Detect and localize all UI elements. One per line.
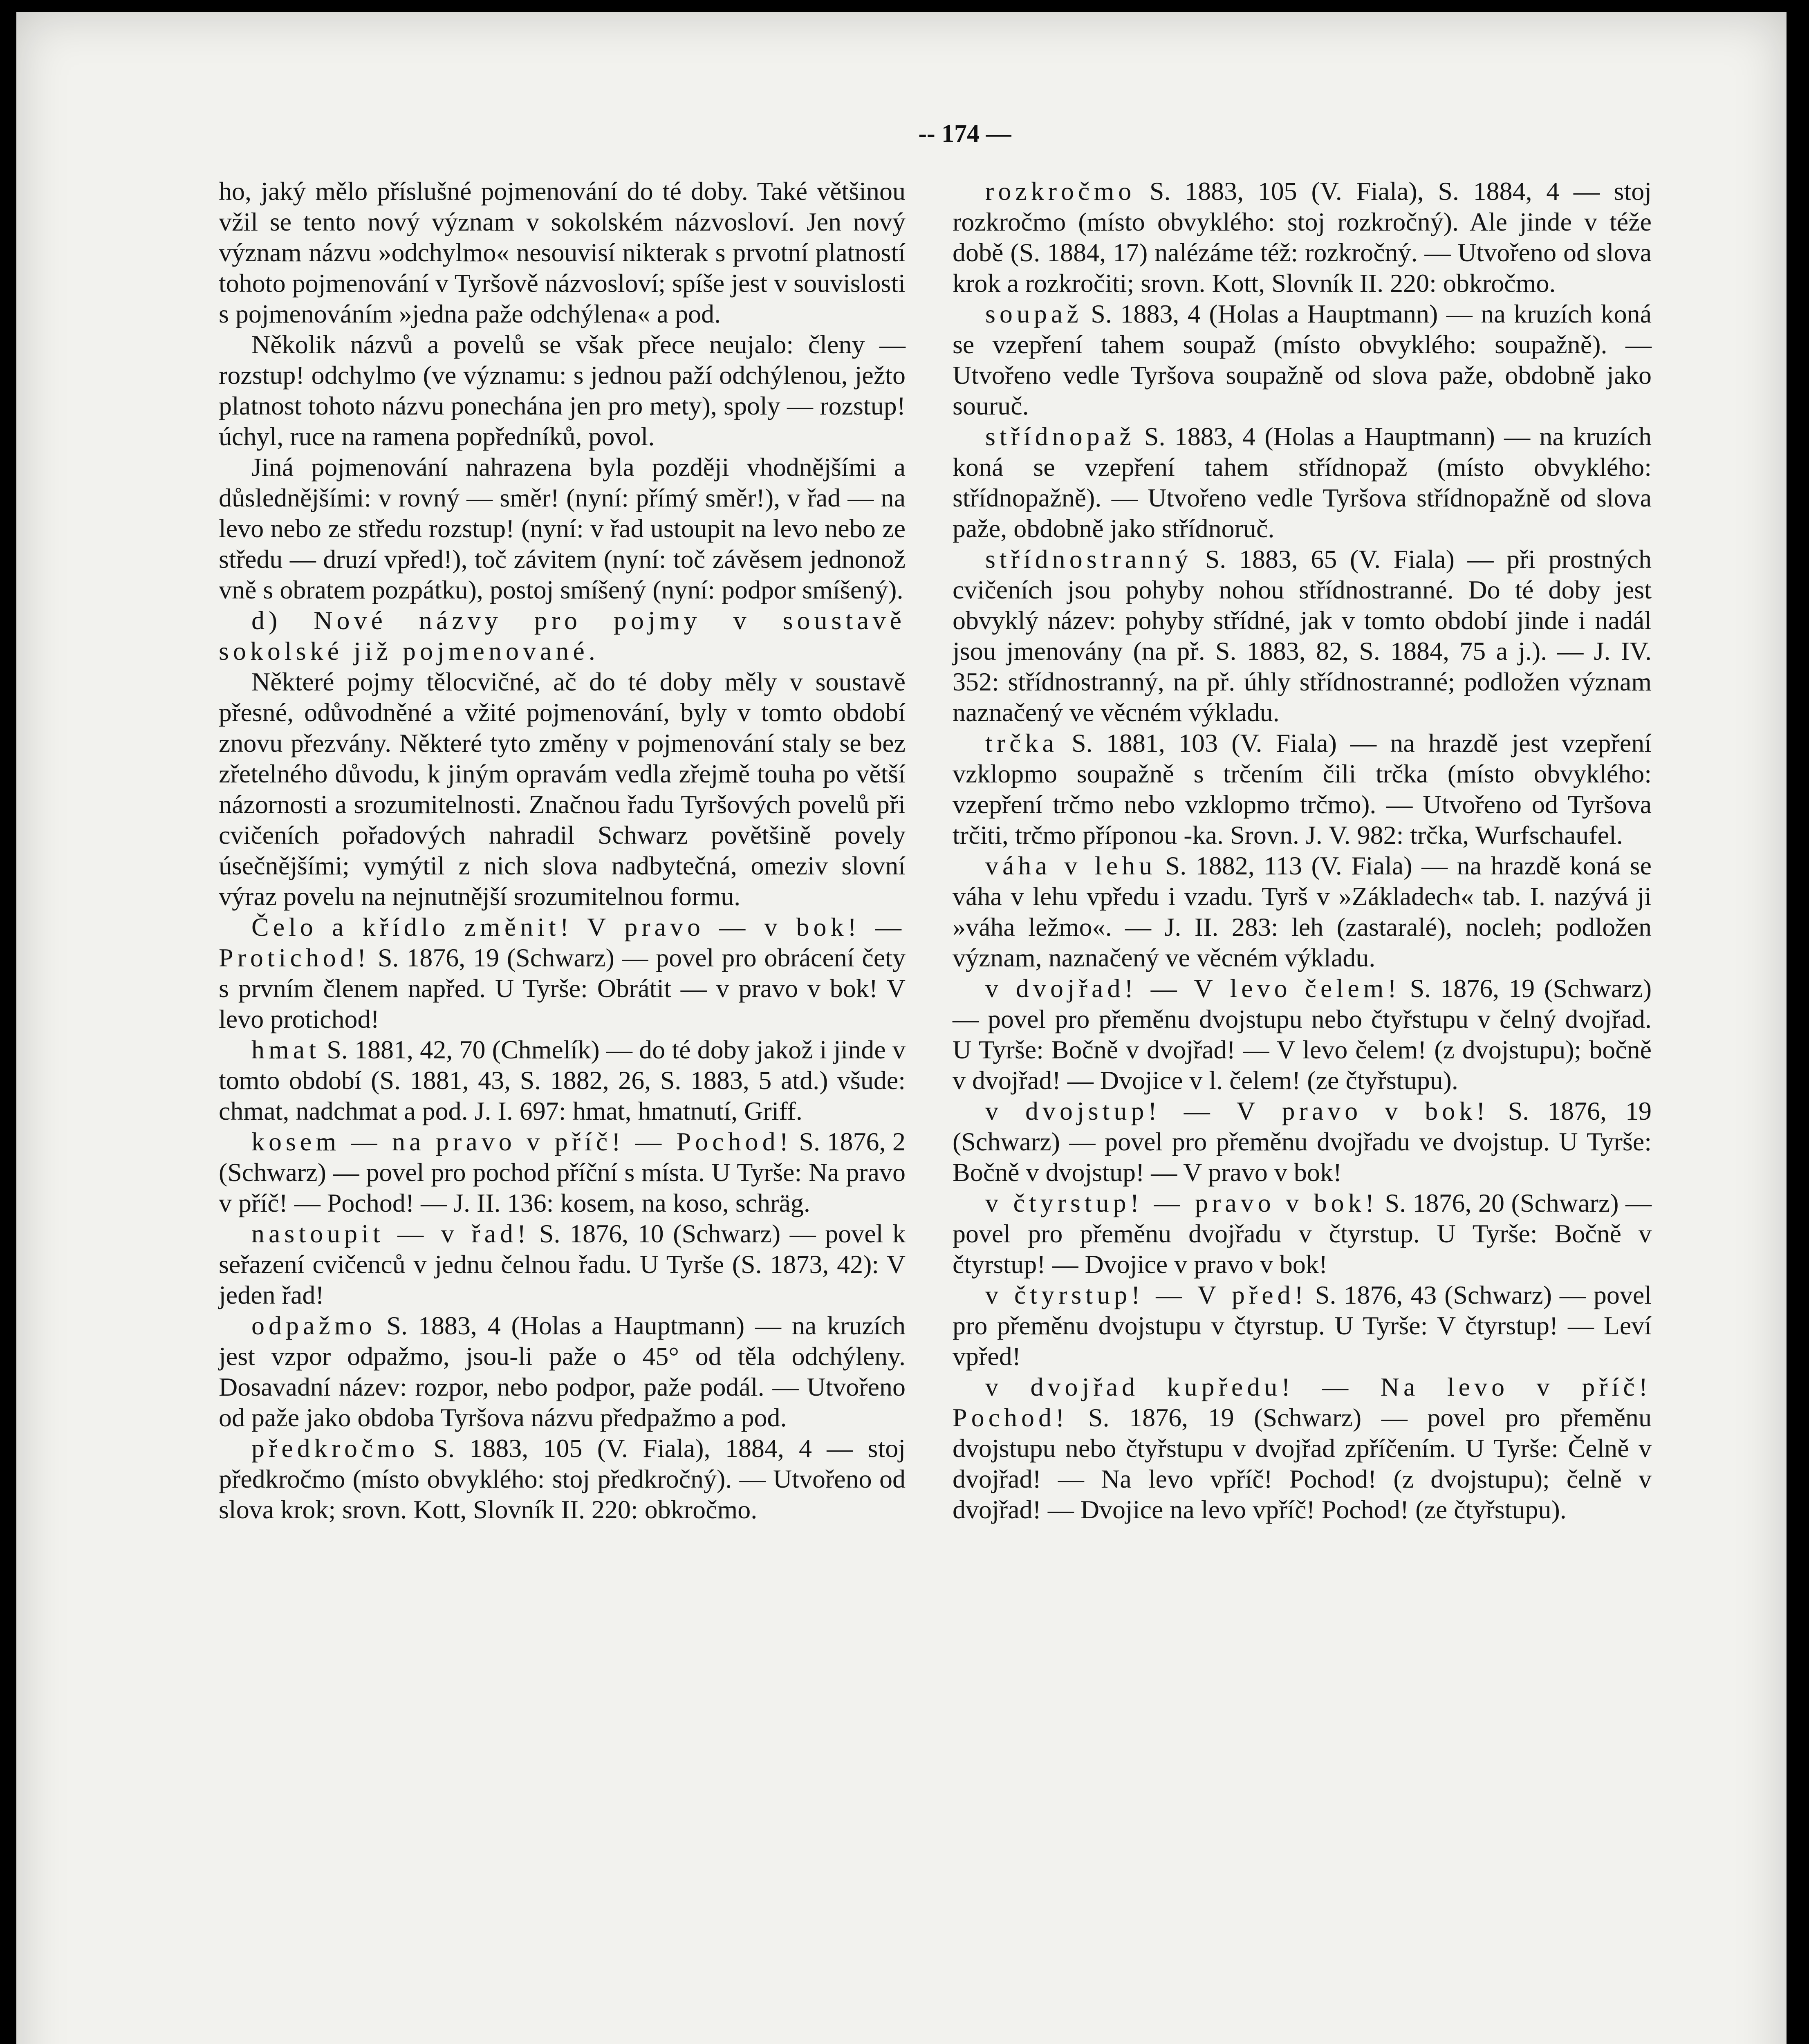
left-paragraph <box>219 1034 906 1126</box>
entry-term: v dvojřad kupředu! — Na levo v příč! Pochod! <box>953 1372 1652 1432</box>
entry-definition: S. 1876, 19 (Schwarz) — povel pro přeměnu dvojstupu nebo čtyřstupu v dvojřad zpříčením. U Tyrše: Čelně v dvojřad! — Na levo vpříč! Pochod! (z dvojstupu); čelně v dvojřad! — Dvojice na levo vpříč! Pochod! (ze čtyřstupu). <box>953 1403 1652 1524</box>
right-paragraph <box>953 298 1652 421</box>
entry-definition: S. 1883, 4 (Holas a Hauptmann) — na kruzích koná se vzepření tahem soupaž (místo obvyklého: soupažně). — Utvořeno vedle Tyršova soupažně od slova paže, obdobně jako souruč. <box>953 299 1652 420</box>
entry-term: v čtyrstup! — V před! <box>985 1280 1307 1309</box>
entry-term: v dvojstup! — V pravo v bok! <box>985 1096 1489 1125</box>
paragraph-text: Několik názvů a povelů se však přece neujalo: členy — rozstup! odchylmo (ve významu: s jednou paží odchýlenou, ježto platnost tohoto názvu ponechána jen pro mety), spoly — rozstup! úchyl, ruce na ramena popředníků, povol. <box>219 330 906 451</box>
entry-term: v dvojřad! — V levo čelem! <box>985 974 1401 1003</box>
right-paragraph <box>953 176 1652 298</box>
left-column <box>219 176 906 1525</box>
entry-term: střídnopaž <box>985 422 1135 451</box>
entry-definition: S. 1881, 42, 70 (Chmelík) — do té doby jakož i jinde v tomto období (S. 1881, 43, S. 1882, 26, S. 1883, 5 atd.) všude: chmat, nadchmat a pod. J. I. 697: hmat, hmatnutí, Griff. <box>219 1035 906 1125</box>
right-paragraph <box>953 850 1652 973</box>
paragraph-text: Jiná pojmenování nahrazena byla později vhodnějšími a důslednějšími: v rovný — směr! (nyní: přímý směr!), v řad — na levo nebo ze středu rozstup! (nyní: v řad ustoupit na levo nebo ze středu — druzí vpřed!), toč závitem (nyní: toč závěsem jednonož vně s obratem pozpátku), postoj smíšený (nyní: podpor smíšený). <box>219 453 906 604</box>
entry-definition: S. 1876, 19 (Schwarz) — povel pro přeměnu dvojstupu nebo čtyřstupu v čelný dvojřad. U Tyrše: Bočně v dvojřad! — V levo čelem! (z dvojstupu); bočně v dvojřad! — Dvojice v l. čelem! (ze čtyřstupu). <box>953 974 1652 1095</box>
entry-term: trčka <box>985 728 1058 758</box>
left-paragraph <box>219 1310 906 1433</box>
right-paragraph <box>953 973 1652 1096</box>
right-paragraph <box>953 1096 1652 1188</box>
left-paragraph <box>219 176 906 329</box>
entry-definition: S. 1883, 105 (V. Fiala), 1884, 4 — stoj předkročmo (místo obvyklého: stoj předkročný). — Utvořeno od slova krok; srovn. Kott, Slovník II. 220: obkročmo. <box>219 1434 906 1524</box>
right-paragraph <box>953 421 1652 544</box>
left-paragraph <box>219 329 906 452</box>
entry-term: váha v lehu <box>985 851 1157 880</box>
left-paragraph <box>219 605 906 666</box>
left-paragraph <box>219 666 906 912</box>
entry-definition: S. 1876, 2 (Schwarz) — povel pro pochod příční s místa. U Tyrše: Na pravo v příč! — Pochod! — J. II. 136: kosem, na koso, schräg. <box>219 1127 906 1217</box>
paragraph-text: d) Nové názvy pro pojmy v soustavě sokolské již pojmenované. <box>219 606 906 666</box>
page-number: -- 174 — <box>918 120 1011 148</box>
entry-term: rozkročmo <box>985 177 1136 206</box>
entry-term: střídnostranný <box>985 545 1193 574</box>
entry-definition: S. 1882, 113 (V. Fiala) — na hrazdě koná se váha v lehu vpředu i vzadu. Tyrš v »Základech« tab. I. nazývá ji »váha ležmo«. — J. II. 283: leh (zastaralé), nocleh; podložen význam, naznačený ve věcném výkladu. <box>953 851 1652 972</box>
right-column <box>953 176 1652 1525</box>
entry-definition: S. 1876, 10 (Schwarz) — povel k seřazení cvičenců v jednu čelnou řadu. U Tyrše (S. 1873, 42): V jeden řad! <box>219 1219 906 1309</box>
entry-term: předkročmo <box>251 1434 419 1463</box>
entry-term: hmat <box>251 1035 320 1064</box>
paragraph-text: Některé pojmy tělocvičné, ač do té doby měly v soustavě přesné, odůvodněné a vžité pojmenování, byly v tomto období znovu přezvány. Některé tyto změny v pojmenování staly se bez zřetelného důvodu, k jiným opravám vedla zřejmě touha po větší názornosti a srozumitelnosti. Značnou řadu Tyršových povelů při cvičeních pořadových nahradil Schwarz povětšině povely úsečnějšími; vymýtil z nich slova nadbytečná, omeziv slovní výraz povelu na nejnutnější srozumitelnou formu. <box>219 667 906 911</box>
entry-definition: S. 1883, 4 (Holas a Hauptmann) — na kruzích koná se vzepření tahem střídnopaž (místo obvyklého: střídnopažně). — Utvořeno vedle Tyršova střídnopažně od slova paže, obdobně jako střídnoruč. <box>953 422 1652 543</box>
right-paragraph <box>953 544 1652 728</box>
entry-definition: S. 1876, 19 (Schwarz) — povel pro obrácení čety s prvním členem napřed. U Tyrše: Obrátit — v pravo v bok! V levo protichod! <box>219 943 906 1033</box>
left-paragraph <box>219 1126 906 1218</box>
right-paragraph <box>953 1372 1652 1525</box>
left-paragraph <box>219 912 906 1034</box>
entry-definition: S. 1883, 105 (V. Fiala), S. 1884, 4 — stoj rozkročmo (místo obvyklého: stoj rozkročný). Ale jinde v téže době (S. 1884, 17) nalézáme též: rozkročný. — Utvořeno od slova krok a rozkročiti; srovn. Kott, Slovník II. 220: obkročmo. <box>953 177 1652 298</box>
entry-term: soupaž <box>985 299 1083 328</box>
right-paragraph <box>953 1280 1652 1372</box>
entry-term: v čtyrstup! — pravo v bok! <box>985 1188 1378 1217</box>
entry-definition: S. 1881, 103 (V. Fiala) — na hrazdě jest vzepření vzklopmo soupažně s trčením čili trčka (místo obvyklého: vzepření trčmo nebo vzklopmo trčmo). — Utvořeno od Tyršova trčiti, trčmo příponou -ka. Srovn. J. V. 982: trčka, Wurfschaufel. <box>953 728 1652 849</box>
paragraph-text: ho, jaký mělo příslušné pojmenování do té doby. Také většinou vžil se tento nový význam v sokolském názvosloví. Jen nový význam názvu »odchylmo« nesouvisí nikterak s prvotní platností tohoto pojmenování v Tyršově názvosloví; spíše jest v souvislosti s pojmenováním »jedna paže odchýlena« a pod. <box>219 177 906 328</box>
left-paragraph <box>219 1433 906 1525</box>
entry-term: Čelo a křídlo změnit! V pravo — v bok! — Protichod! <box>219 912 906 972</box>
entry-definition: S. 1876, 19 (Schwarz) — povel pro přeměnu dvojřadu ve dvojstup. U Tyrše: Bočně v dvojstup! — V pravo v bok! <box>953 1096 1652 1187</box>
right-paragraph <box>953 728 1652 850</box>
entry-definition: S. 1883, 65 (V. Fiala) — při prostných cvičeních jsou pohyby nohou střídnostranné. Do té doby jest obvyklý název: pohyby střídné, jak v tomto období jinde i nadál jsou jmenovány (na př. S. 1883, 82, S. 1884, 75 a j.). — J. IV. 352: střídnostranný, na př. úhly střídnostranné; podložen význam naznačený ve věcném výkladu. <box>953 545 1652 727</box>
entry-term: kosem — na pravo v příč! — Pochod! <box>251 1127 792 1156</box>
entry-definition: S. 1876, 20 (Schwarz) — povel pro přeměnu dvojřadu v čtyrstup. U Tyrše: Bočně v čtyrstup! — Dvojice v pravo v bok! <box>953 1188 1652 1279</box>
left-paragraph <box>219 1218 906 1310</box>
entry-term: odpažmo <box>251 1311 376 1340</box>
left-paragraph <box>219 452 906 605</box>
right-paragraph <box>953 1188 1652 1280</box>
entry-term: nastoupit — v řad! <box>251 1219 530 1248</box>
entry-definition: S. 1876, 43 (Schwarz) — povel pro přeměnu dvojstupu v čtyrstup. U Tyrše: V čtyrstup! — Leví vpřed! <box>953 1280 1652 1371</box>
entry-definition: S. 1883, 4 (Holas a Hauptmann) — na kruzích jest vzpor odpažmo, jsou-li paže o 45° od těla odchýleny. Dosavadní název: rozpor, nebo podpor, paže podál. — Utvořeno od paže jako obdoba Tyršova názvu předpažmo a pod. <box>219 1311 906 1432</box>
